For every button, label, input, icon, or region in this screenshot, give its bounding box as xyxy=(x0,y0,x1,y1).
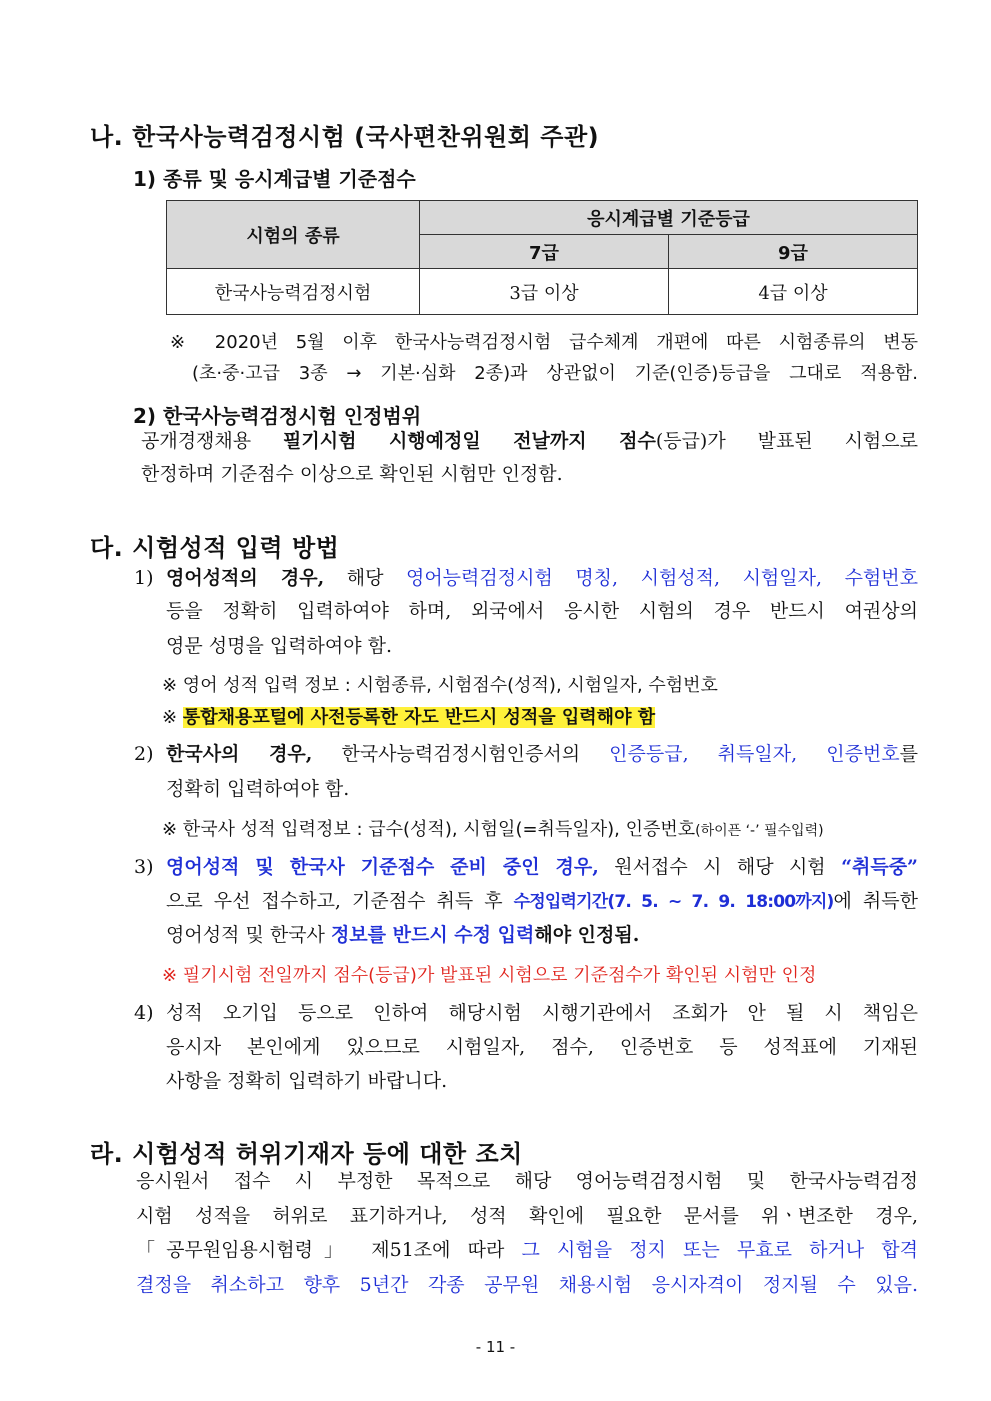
section-da-title: 다. 시험성적 입력 방법 xyxy=(90,534,340,562)
item-3-note: ※ 필기시험 전일까지 점수(등급)가 발표된 시험으로 기준점수가 확인된 시험만 인정 xyxy=(162,965,817,986)
section-ra-title: 라. 시험성적 허위기재자 등에 대한 조치 xyxy=(90,1140,523,1168)
page-number: - 11 - xyxy=(475,1338,516,1356)
note-grade-change-2: (초·중·고급 3종 → 기본·심화 2종)과 상관없이 기준(인증)등급을 그대로 적용함. xyxy=(192,363,918,384)
table-cell-grade9: 4급 이상 xyxy=(669,269,918,315)
section-na-subheading-1: 1) 종류 및 응시계급별 기준점수 xyxy=(133,167,416,191)
item-2-number: 2) xyxy=(134,743,154,765)
item-4-line-3: 사항을 정확히 입력하기 바랍니다. xyxy=(166,1070,448,1092)
recognition-range-line-2: 한정하며 기준점수 이상으로 확인된 시험만 인정함. xyxy=(141,463,563,485)
item-4-line-1: 성적 오기입 등으로 인하여 해당시험 시행기관에서 조회가 안 될 시 책임은 xyxy=(166,1002,918,1024)
recognition-range-line-1: 공개경쟁채용 필기시험 시행예정일 전날까지 점수(등급)가 발표된 시험으로 xyxy=(141,430,918,452)
item-4-number: 4) xyxy=(134,1002,154,1024)
section-na-title: 나. 한국사능력검정시험 (국사편찬위원회 주관) xyxy=(90,123,600,151)
note-grade-change-1: ※ 2020년 5월 이후 한국사능력검정시험 급수체계 개편에 따른 시험종류의 변동 xyxy=(170,332,918,353)
item-1-line-1: 영어성적의 경우, 해당 영어능력검정시험 명칭, 시험성적, 시험일자, 수험번호 xyxy=(166,567,918,589)
table-cell-grade7: 3급 이상 xyxy=(420,269,669,315)
section-na-subheading-2: 2) 한국사능력검정시험 인정범위 xyxy=(133,404,422,428)
item-4-line-2: 응시자 본인에게 있으므로 시험일자, 점수, 인증번호 등 성적표에 기재된 xyxy=(166,1036,918,1058)
item-3-line-1: 영어성적 및 한국사 기준점수 준비 중인 경우, 원서접수 시 해당 시험 “취득중” xyxy=(166,856,918,878)
item-3-number: 3) xyxy=(134,856,154,878)
highlight-required-notice: 통합채용포털에 사전등록한 자도 반드시 성적을 입력해야 함 xyxy=(182,707,656,728)
false-entry-line-2: 시험 성적을 허위로 표기하거나, 성적 확인에 필요한 문서를 위ㆍ변조한 경우, xyxy=(136,1205,918,1227)
item-1-number: 1) xyxy=(134,567,154,589)
item-1-line-3: 영문 성명을 입력하여야 함. xyxy=(166,635,393,657)
item-3-line-2: 으로 우선 접수하고, 기준점수 취득 후 수정입력기간(7. 5. ~ 7. 9. 18:00까지)에 취득한 xyxy=(166,890,918,912)
item-2-line-1: 한국사의 경우, 한국사능력검정시험인증서의 인증등급, 취득일자, 인증번호를 xyxy=(166,743,918,765)
false-entry-line-3: 「공무원임용시험령」 제51조에 따라 그 시험을 정지 또는 무효로 하거나 합격 xyxy=(136,1239,918,1261)
table-header-exam-type: 시험의 종류 xyxy=(167,201,420,269)
table-header-grade-group: 응시계급별 기준등급 xyxy=(420,201,918,235)
item-2-line-2: 정확히 입력하여야 함. xyxy=(166,778,350,800)
table-header-grade9: 9급 xyxy=(669,235,918,269)
item-2-note: ※ 한국사 성적 입력정보 : 급수(성적), 시험일(=취득일자), 인증번호(하이픈 ‘-’ 필수입력) xyxy=(162,819,824,840)
table-cell-exam-name: 한국사능력검정시험 xyxy=(167,269,420,315)
false-entry-line-4: 결정을 취소하고 향후 5년간 각종 공무원 채용시험 응시자격이 정지될 수 있음. xyxy=(136,1274,918,1296)
item-1-note-2: ※ 통합채용포털에 사전등록한 자도 반드시 성적을 입력해야 함 xyxy=(162,707,656,728)
false-entry-line-1: 응시원서 접수 시 부정한 목적으로 해당 영어능력검정시험 및 한국사능력검정 xyxy=(136,1170,918,1192)
grade-table xyxy=(166,200,918,315)
table-header-grade7: 7급 xyxy=(420,235,669,269)
item-1-line-2: 등을 정확히 입력하여야 하며, 외국에서 응시한 시험의 경우 반드시 여권상의 xyxy=(166,600,918,622)
item-1-note-1: ※ 영어 성적 입력 정보 : 시험종류, 시험점수(성적), 시험일자, 수험번호 xyxy=(162,675,718,696)
item-3-line-3: 영어성적 및 한국사 정보를 반드시 수정 입력해야 인정됨. xyxy=(166,924,640,946)
